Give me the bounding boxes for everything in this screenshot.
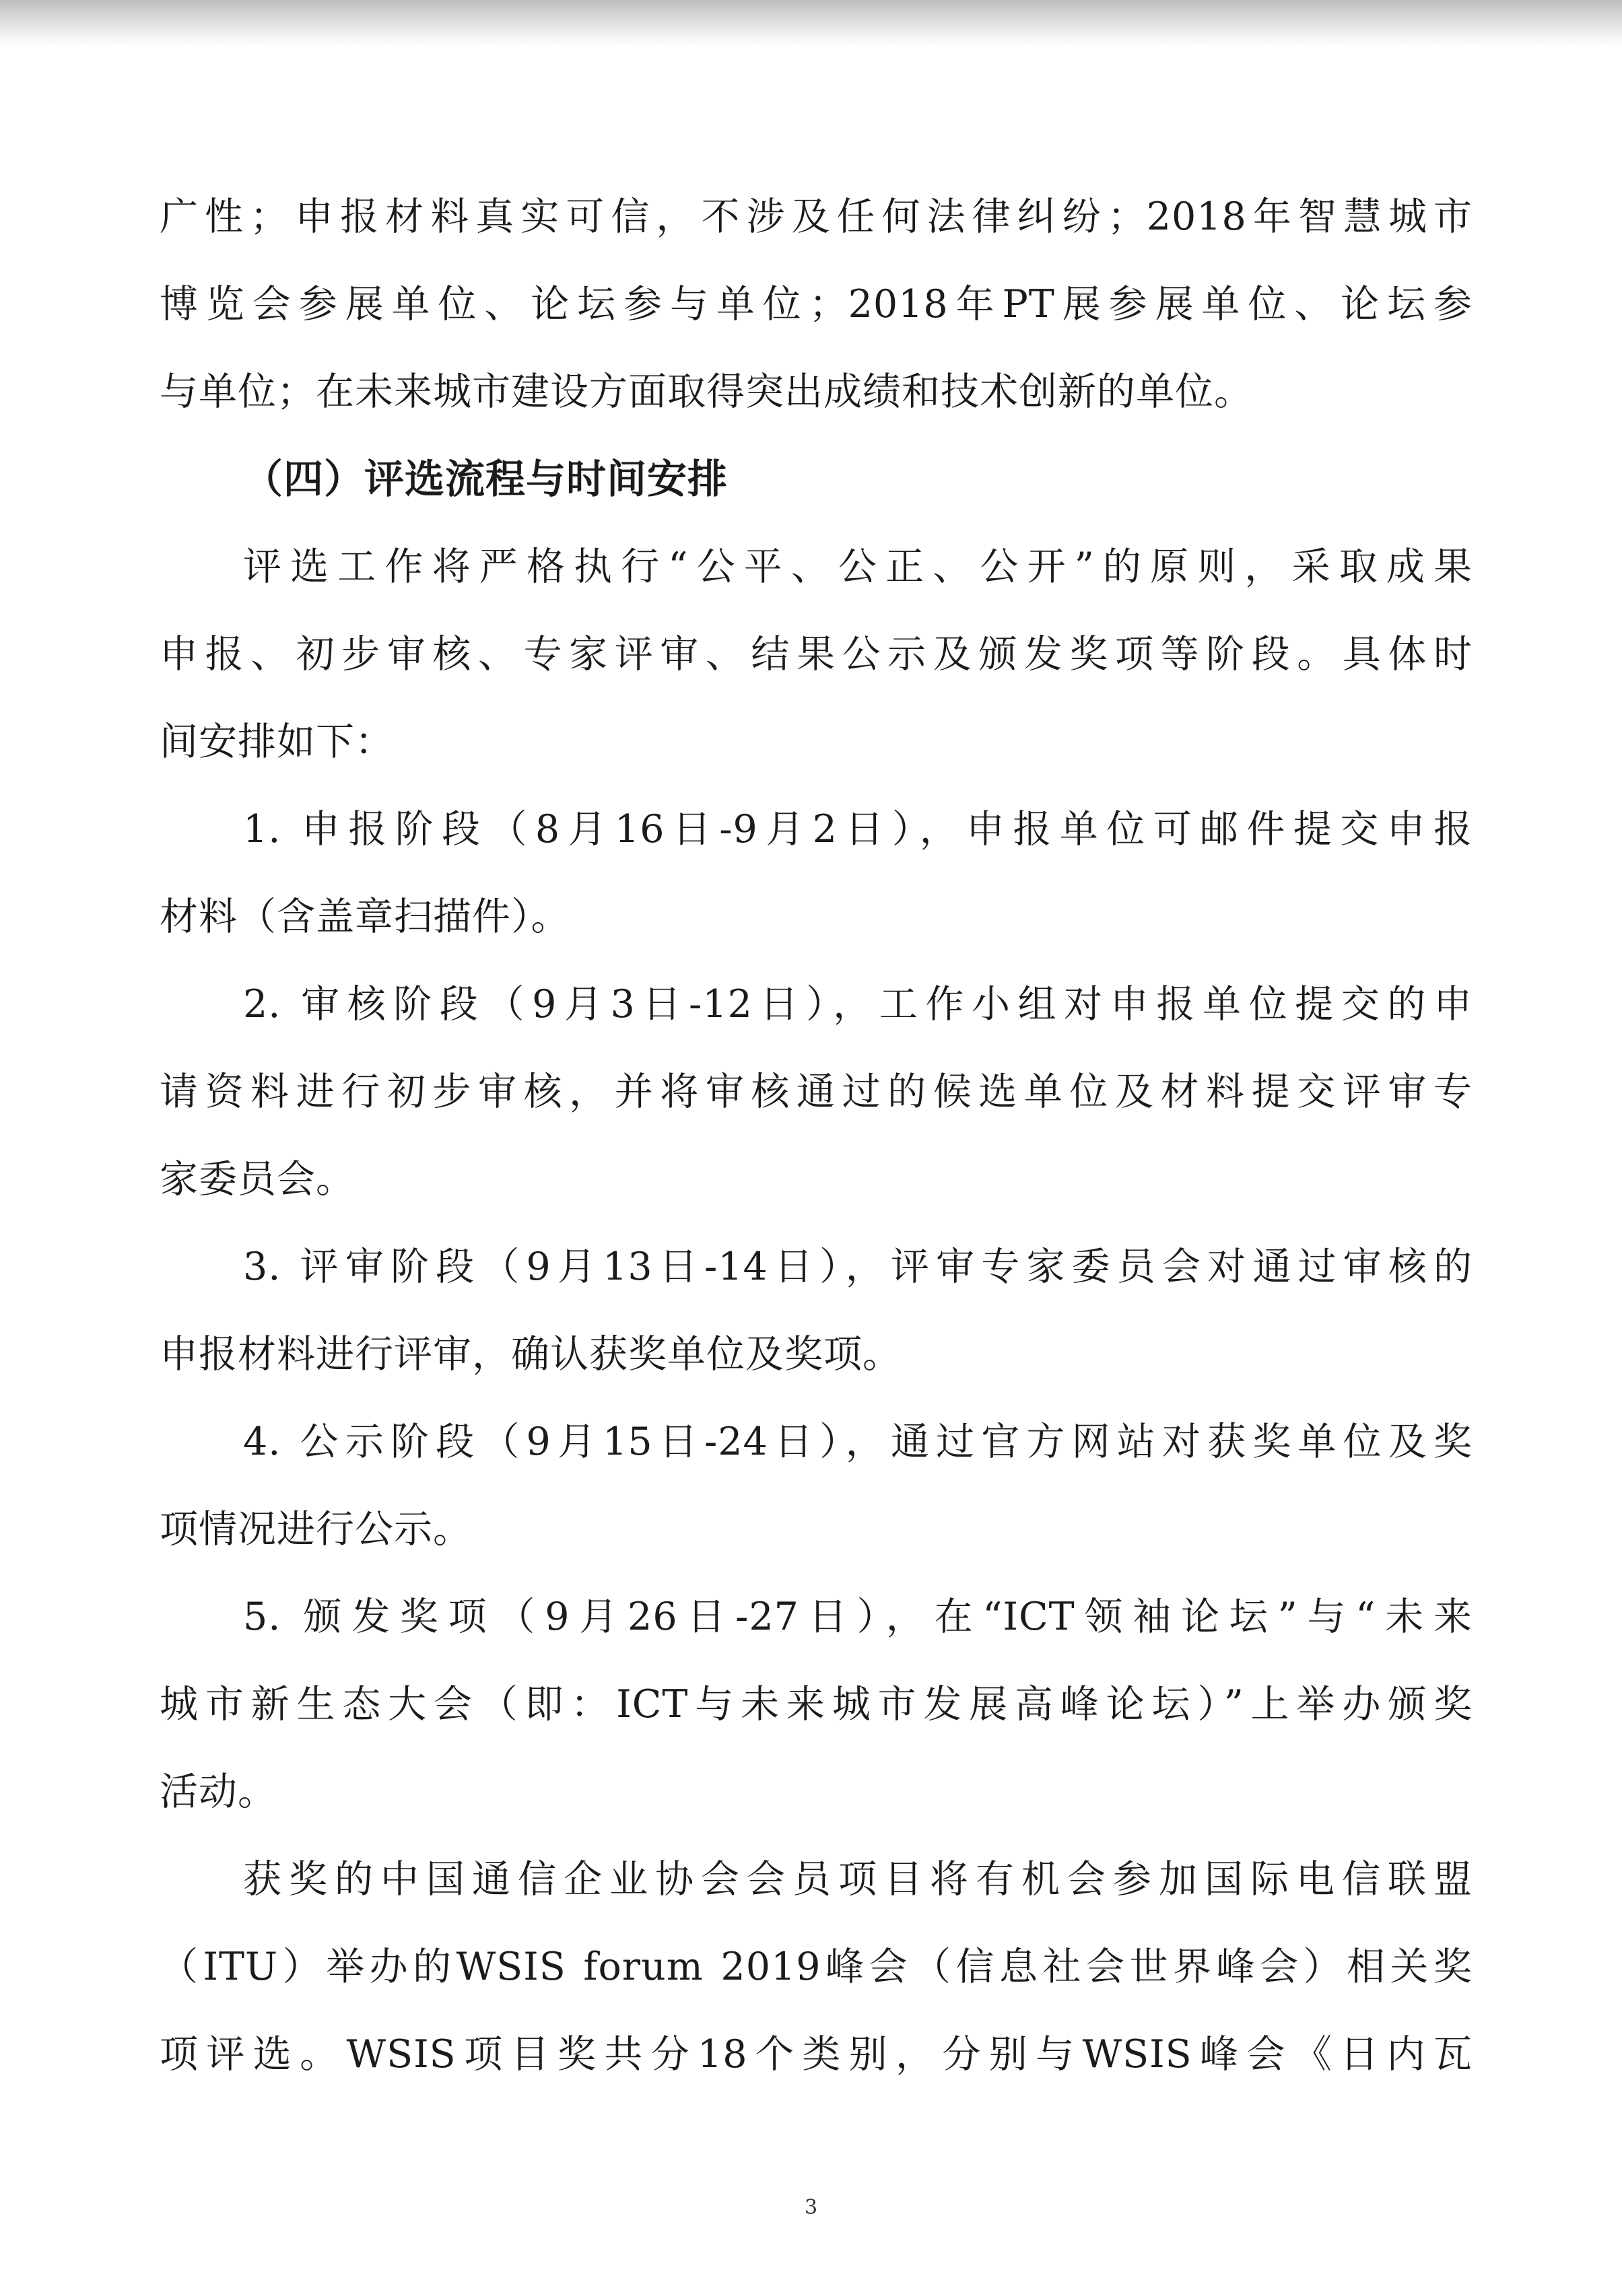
list-item-5: 5. 颁发奖项（9月26日-27日），在“ICT领袖论坛”与“未来 — [243, 1595, 1473, 1639]
body-text-line: 广性；申报材料真实可信，不涉及任何法律纠纷；2018年智慧城市 — [160, 195, 1473, 239]
scan-top-edge — [0, 0, 1622, 47]
list-item-3: 3. 评审阶段（9月13日-14日），评审专家委员会对通过审核的 — [243, 1245, 1473, 1289]
body-text-line: 与单位；在未来城市建设方面取得突出成绩和技术创新的单位。 — [160, 370, 1253, 414]
list-item-4: 4. 公示阶段（9月15日-24日），通过官方网站对获奖单位及奖 — [243, 1420, 1473, 1464]
list-item-2: 2. 审核阶段（9月3日-12日），工作小组对申报单位提交的申 — [243, 982, 1473, 1027]
body-text-line: 项评选。WSIS项目奖共分18个类别，分别与WSIS峰会《日内瓦 — [160, 2032, 1473, 2077]
body-text-line: 项情况进行公示。 — [160, 1507, 472, 1552]
section-heading: （四）评选流程与时间安排 — [243, 456, 729, 502]
body-text-line: 请资料进行初步审核，并将审核通过的候选单位及材料提交评审专 — [160, 1070, 1473, 1114]
body-text-line: 申报、初步审核、专家评审、结果公示及颁发奖项等阶段。具体时 — [160, 632, 1473, 676]
body-text-line: 活动。 — [160, 1770, 277, 1814]
body-text-line: 间安排如下： — [160, 720, 394, 764]
body-text-line: 家委员会。 — [160, 1157, 355, 1202]
body-text-line: （ITU）举办的WSIS forum 2019峰会（信息社会世界峰会）相关奖 — [160, 1945, 1473, 1989]
page-number: 3 — [804, 2196, 818, 2219]
body-text-line: 城市新生态大会（即：ICT与未来城市发展高峰论坛）”上举办颁奖 — [160, 1682, 1473, 1727]
list-item-1: 1. 申报阶段（8月16日-9月2日），申报单位可邮件提交申报 — [243, 807, 1473, 851]
body-text-line: 申报材料进行评审，确认获奖单位及奖项。 — [160, 1332, 902, 1377]
body-text-line: 评选工作将严格执行“公平、公正、公开”的原则，采取成果 — [243, 545, 1473, 589]
body-text-line: 博览会参展单位、论坛参与单位；2018年PT展参展单位、论坛参 — [160, 282, 1473, 326]
body-text-line: 获奖的中国通信企业协会会员项目将有机会参加国际电信联盟 — [243, 1857, 1473, 1902]
body-text-line: 材料（含盖章扫描件）。 — [160, 895, 570, 939]
